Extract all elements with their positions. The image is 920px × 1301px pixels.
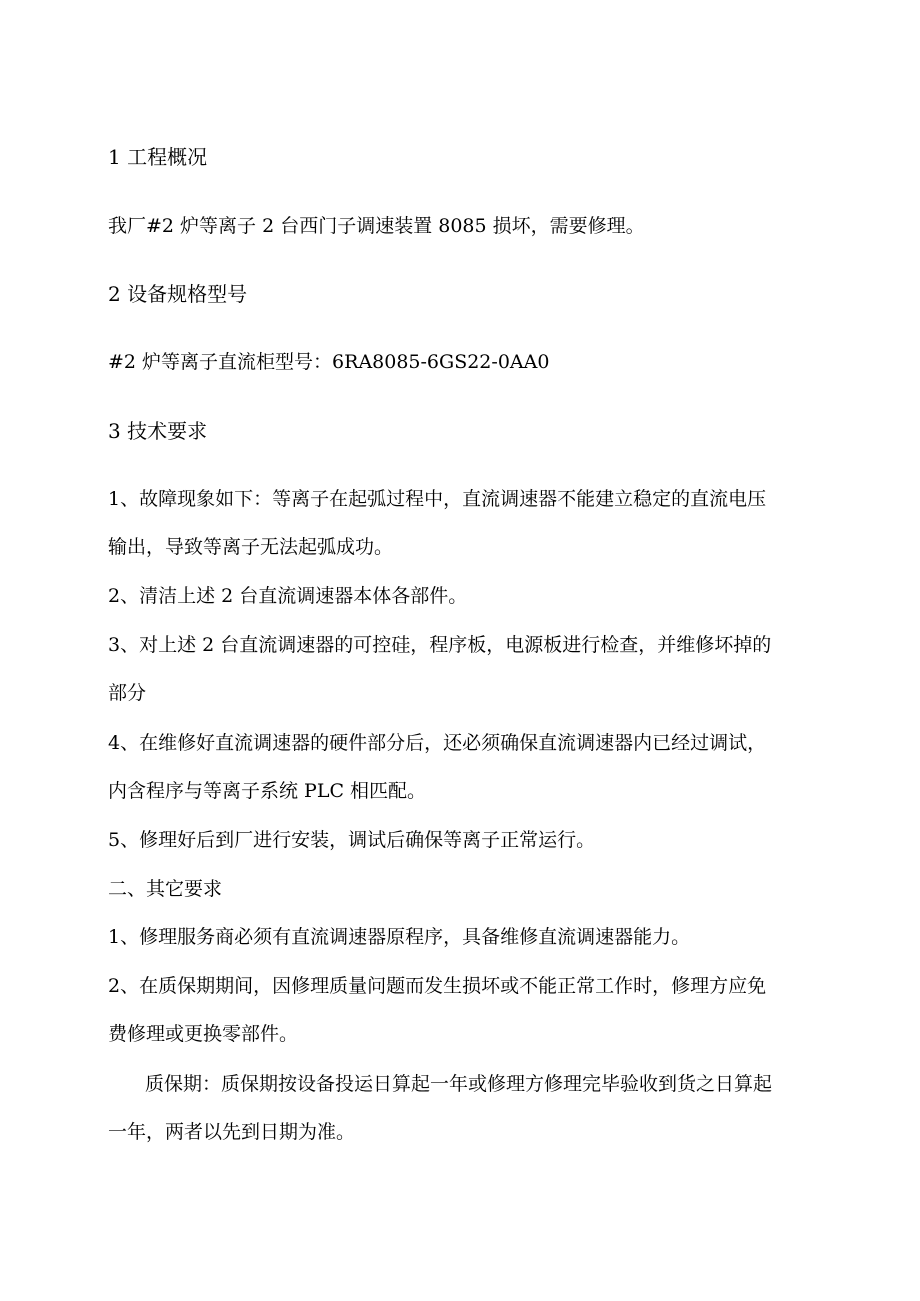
- other-requirement-1: 1、修理服务商必须有直流调速器原程序，具备维修直流调速器能力。: [108, 926, 691, 948]
- requirement-4-line-1: 4、在维修好直流调速器的硬件部分后，还必须确保直流调速器内已经过调试，: [108, 732, 767, 754]
- section-1-heading: 1 工程概况: [108, 145, 208, 169]
- requirement-5: 5、修理好后到厂进行安装，调试后确保等离子正常运行。: [108, 829, 596, 851]
- section-2-body: #2 炉等离子直流柜型号：6RA8085-6GS22-0AA0: [108, 351, 550, 373]
- section-other-heading: 二、其它要求: [108, 878, 223, 900]
- requirement-1-line-1: 1、故障现象如下：等离子在起弧过程中，直流调速器不能建立稳定的直流电压: [108, 488, 767, 510]
- other-requirement-2-line-1: 2、在质保期期间，因修理质量问题而发生损坏或不能正常工作时，修理方应免: [108, 975, 767, 997]
- section-1-body: 我厂#2 炉等离子 2 台西门子调速装置 8085 损坏，需要修理。: [108, 215, 645, 237]
- warranty-line-1: 质保期：质保期按设备投运日算起一年或修理方修理完毕验收到货之日算起: [145, 1073, 773, 1095]
- requirement-3-line-1: 3、对上述 2 台直流调速器的可控硅，程序板，电源板进行检查，并维修坏掉的: [108, 634, 772, 656]
- requirement-3-line-2: 部分: [108, 682, 147, 704]
- requirement-4-line-2: 内含程序与等离子系统 PLC 相匹配。: [108, 780, 427, 802]
- requirement-2: 2、清洁上述 2 台直流调速器本体各部件。: [108, 585, 468, 607]
- other-requirement-2-line-2: 费修理或更换零部件。: [108, 1023, 299, 1045]
- section-2-heading: 2 设备规格型号: [108, 282, 248, 306]
- requirement-1-line-2: 输出，导致等离子无法起弧成功。: [108, 536, 394, 558]
- warranty-line-2: 一年，两者以先到日期为准。: [108, 1121, 356, 1143]
- section-3-heading: 3 技术要求: [108, 419, 208, 443]
